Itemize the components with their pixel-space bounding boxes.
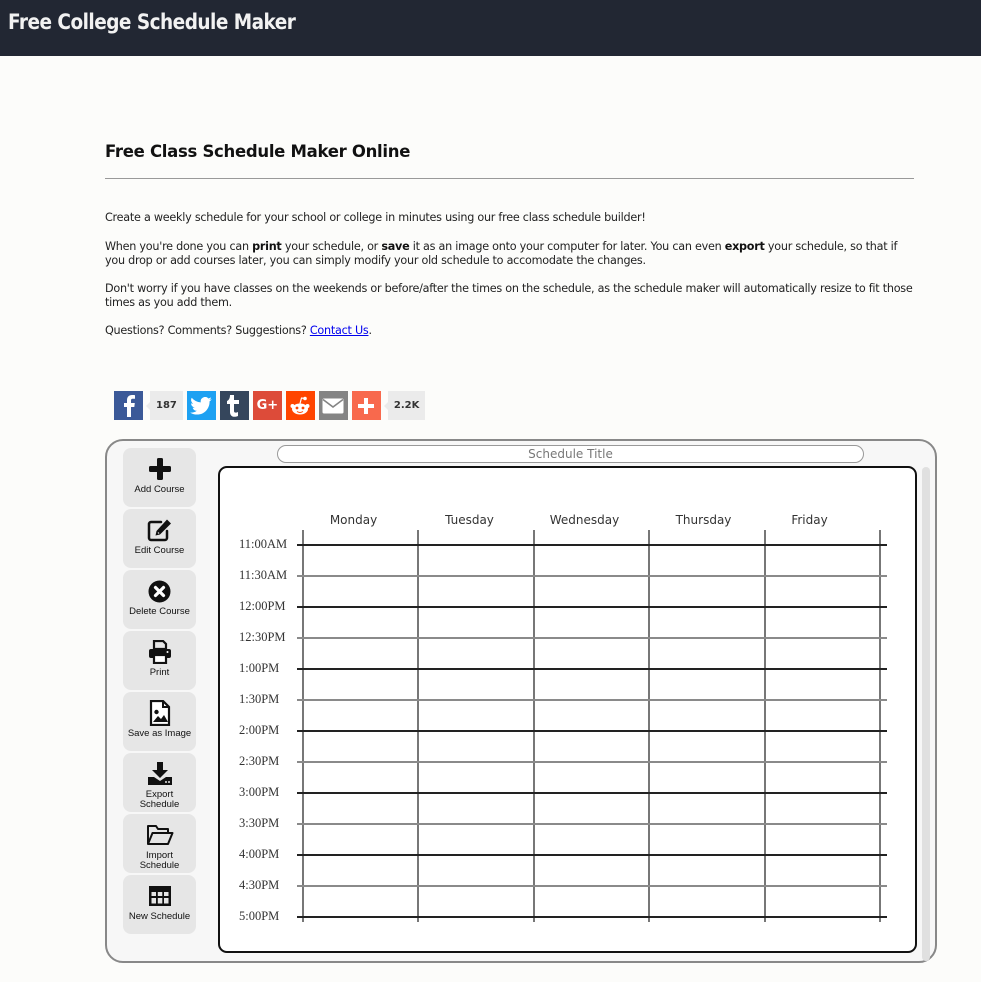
grid-column-line <box>879 530 881 922</box>
features-paragraph <box>105 240 914 267</box>
reddit-share-button[interactable] <box>286 391 315 420</box>
resize-paragraph: Don't worry if you have classes on the weekends or before/after the times on the schedule, as the schedule maker will automatically resize to fit those times as you add them. <box>105 282 913 309</box>
facebook-share-button[interactable] <box>114 391 143 420</box>
new-schedule-label: New Schedule <box>128 911 191 922</box>
edit-icon <box>147 518 173 542</box>
time-label: 4:30PM <box>239 878 280 892</box>
time-label: 1:30PM <box>239 692 280 706</box>
save-as-image-button[interactable] <box>123 692 196 751</box>
tumblr-icon <box>227 395 241 417</box>
google-plus-share-button[interactable] <box>253 391 282 420</box>
time-label: 1:00PM <box>239 661 280 675</box>
grid-row-line <box>297 699 887 701</box>
grid-row-line <box>297 575 887 577</box>
day-header-monday: Monday <box>329 513 378 527</box>
text: Questions? Comments? Suggestions? <box>105 324 310 337</box>
schedule-grid[interactable] <box>218 466 917 953</box>
plus-icon <box>358 398 374 414</box>
download-icon <box>147 762 173 786</box>
title-divider <box>105 178 914 179</box>
text: your schedule, or <box>281 240 382 253</box>
grid-row-line <box>297 916 887 918</box>
schedule-title-input[interactable]: Schedule Title <box>277 445 864 463</box>
print-label: Print <box>149 667 170 678</box>
twitter-share-button[interactable] <box>187 391 216 420</box>
day-header-thursday: Thursday <box>675 513 732 527</box>
more-share-button[interactable] <box>352 391 381 420</box>
contact-us-link[interactable]: Contact Us <box>309 324 369 337</box>
time-label: 3:00PM <box>239 785 280 799</box>
email-icon <box>322 398 344 414</box>
grid-column-line <box>533 530 535 922</box>
plus-icon <box>149 458 171 480</box>
twitter-icon <box>190 397 212 415</box>
table-grid-icon <box>148 885 172 907</box>
import-schedule-label: Import Schedule <box>139 850 180 871</box>
delete-course-button[interactable] <box>123 570 196 629</box>
add-course-button[interactable] <box>123 448 196 507</box>
grid-column-line <box>302 530 304 922</box>
text: it as an image onto your computer for later. You can even <box>409 240 725 253</box>
export-schedule-label: Export Schedule <box>139 789 180 810</box>
grid-row-line <box>297 854 887 856</box>
time-label: 3:30PM <box>239 816 280 830</box>
time-label: 2:30PM <box>239 754 280 768</box>
email-share-button[interactable] <box>319 391 348 420</box>
reddit-icon <box>289 396 311 416</box>
text: . <box>368 324 372 337</box>
text: your schedule, so that if you drop or add courses later, you can simply modify your old schedule to accomodate the changes. <box>105 240 898 267</box>
bold-print: print <box>252 240 282 253</box>
grid-row-line <box>297 792 887 794</box>
time-label: 11:30AM <box>239 568 288 582</box>
edit-course-button[interactable] <box>123 509 196 568</box>
grid-row-line <box>297 730 887 732</box>
time-label: 5:00PM <box>239 909 280 923</box>
grid-row-line <box>297 637 887 639</box>
share-bar <box>114 391 425 420</box>
time-label: 12:00PM <box>239 599 286 613</box>
google-plus-icon: G+ <box>256 398 279 413</box>
time-label: 12:30PM <box>239 630 286 644</box>
delete-course-label: Delete Course <box>129 606 190 617</box>
intro-paragraph: Create a weekly schedule for your school or college in minutes using our free class schedule builder! <box>105 211 646 224</box>
schedule-toolbar <box>123 448 196 936</box>
top-navbar <box>0 0 981 56</box>
day-header-wednesday: Wednesday <box>549 513 620 527</box>
folder-open-icon <box>146 824 174 846</box>
site-brand[interactable]: Free College Schedule Maker <box>8 10 296 34</box>
import-schedule-button[interactable] <box>123 814 196 873</box>
day-header-friday: Friday <box>791 513 828 527</box>
vertical-scrollbar[interactable] <box>922 467 930 961</box>
time-label: 2:00PM <box>239 723 280 737</box>
bold-save: save <box>381 240 410 253</box>
grid-column-line <box>417 530 419 922</box>
grid-column-line <box>764 530 766 922</box>
delete-circle-icon <box>148 580 171 603</box>
time-label: 11:00AM <box>239 537 288 551</box>
time-label: 4:00PM <box>239 847 280 861</box>
grid-row-line <box>297 823 887 825</box>
grid-row-line <box>297 544 887 546</box>
tumblr-share-button[interactable] <box>220 391 249 420</box>
new-schedule-button[interactable] <box>123 875 196 934</box>
save-as-image-label: Save as Image <box>127 728 192 739</box>
add-course-label: Add Course <box>134 484 185 495</box>
facebook-icon <box>122 395 136 417</box>
printer-icon <box>148 640 172 664</box>
grid-row-line <box>297 761 887 763</box>
page-title: Free Class Schedule Maker Online <box>105 142 411 161</box>
export-schedule-button[interactable] <box>123 753 196 812</box>
edit-course-label: Edit Course <box>134 545 185 556</box>
image-file-icon <box>149 700 171 726</box>
grid-column-line <box>648 530 650 922</box>
bold-export: export <box>724 240 765 253</box>
text: When you're done you can <box>105 240 253 253</box>
grid-row-line <box>297 668 887 670</box>
total-share-count: 2.2K <box>388 391 425 420</box>
schedule-maker-panel <box>105 439 937 963</box>
grid-row-line <box>297 885 887 887</box>
contact-paragraph <box>105 324 914 338</box>
print-button[interactable] <box>123 631 196 690</box>
day-header-tuesday: Tuesday <box>445 513 494 527</box>
facebook-share-count: 187 <box>150 391 183 420</box>
grid-row-line <box>297 606 887 608</box>
